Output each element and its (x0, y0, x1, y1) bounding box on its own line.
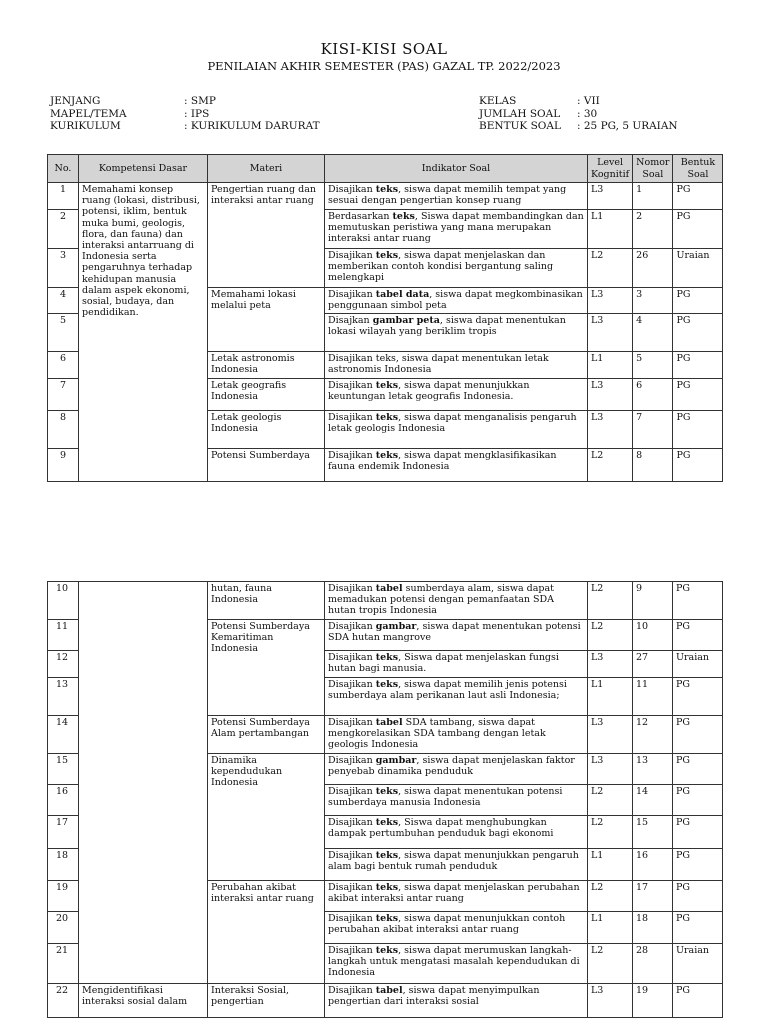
nomor-cell: 6 (633, 379, 673, 411)
row-no: 9 (48, 449, 79, 482)
meta-value: : KURIKULUM DARURAT (184, 120, 320, 132)
indikator-cell: Disajikan teks, Siswa dapat menjelaskan fungsi hutan bagi manusia. (325, 651, 588, 678)
meta-row-jumlah-soal (479, 108, 678, 121)
row-no: 20 (48, 912, 79, 944)
meta-row-kurikulum (50, 120, 320, 133)
meta-row-kelas (479, 95, 678, 108)
nomor-cell: 7 (633, 411, 673, 449)
row-no: 22 (48, 984, 79, 1018)
bentuk-cell: PG (673, 785, 723, 816)
meta-row-mapel (50, 108, 320, 121)
header-kompetensi-dasar: Kompetensi Dasar (79, 155, 208, 183)
nomor-cell: 14 (633, 785, 673, 816)
bentuk-cell: PG (673, 984, 723, 1018)
bentuk-cell: PG (673, 849, 723, 881)
level-cell: L3 (588, 379, 633, 411)
indikator-cell: Disajikan teks, siswa dapat menunjukkan pengaruh alam bagi bentuk rumah penduduk (325, 849, 588, 881)
nomor-cell: 8 (633, 449, 673, 482)
nomor-cell: 15 (633, 816, 673, 849)
bentuk-cell: PG (673, 183, 723, 210)
materi-cell: Letak geologis Indonesia (208, 411, 325, 449)
nomor-cell: 11 (633, 678, 673, 716)
level-cell: L2 (588, 881, 633, 912)
indikator-cell: Disajikan tabel data, siswa dapat megkombinasikan penggunaan simbol peta (325, 288, 588, 314)
meta-label: KELAS (479, 95, 517, 107)
indikator-cell: Disajikan teks, siswa dapat memilih tempat yang sesuai dengan pengertian konsep ruang (325, 183, 588, 210)
materi-cell: Letak geografis Indonesia (208, 379, 325, 411)
nomor-cell: 16 (633, 849, 673, 881)
bentuk-cell: PG (673, 716, 723, 754)
level-cell: L1 (588, 210, 633, 249)
nomor-cell: 4 (633, 314, 673, 352)
row-no: 1 (48, 183, 79, 210)
row-no: 14 (48, 716, 79, 754)
indikator-cell: Disajikan teks, siswa dapat menjelaskan dan memberikan contoh kondisi bergantung saling melengkapi (325, 249, 588, 288)
level-cell: L3 (588, 651, 633, 678)
level-cell: L2 (588, 785, 633, 816)
level-cell: L3 (588, 183, 633, 210)
level-cell: L3 (588, 314, 633, 352)
indikator-cell: Disajikan teks, siswa dapat menunjukkan contoh perubahan akibat interaksi antar ruang (325, 912, 588, 944)
materi-cell: Potensi Sumberdaya Alam pertambangan (208, 716, 325, 754)
bentuk-cell: PG (673, 449, 723, 482)
level-cell: L2 (588, 816, 633, 849)
materi-cell: Potensi Sumberdaya (208, 449, 325, 482)
meta-label: JUMLAH SOAL (479, 107, 561, 120)
level-cell: L2 (588, 582, 633, 620)
nomor-cell: 10 (633, 620, 673, 651)
bentuk-cell: PG (673, 754, 723, 785)
indikator-cell: Disajikan teks, siswa dapat menjelaskan perubahan akibat interaksi antar ruang (325, 881, 588, 912)
row-no: 15 (48, 754, 79, 785)
materi-cell: hutan, fauna Indonesia (208, 582, 325, 620)
bentuk-cell: Uraian (673, 249, 723, 288)
indikator-cell: Disajikan teks, siswa dapat merumuskan langkah-langkah untuk mengatasi masalah kependudukan di Indonesia (325, 944, 588, 984)
table-row (48, 984, 723, 1018)
level-cell: L2 (588, 249, 633, 288)
meta-label: JENJANG (50, 95, 101, 107)
indikator-cell: Disajikan tabel sumberdaya alam, siswa dapat memadukan potensi dengan pemanfaatan SDA hutan tropis Indonesia (325, 582, 588, 620)
materi-cell: Dinamika kependudukan Indonesia (208, 754, 325, 881)
level-cell: L3 (588, 288, 633, 314)
nomor-cell: 17 (633, 881, 673, 912)
header-no: No. (48, 155, 79, 183)
indikator-cell: Disajikan teks, siswa dapat menentukan letak astronomis Indonesia (325, 352, 588, 379)
level-cell: L2 (588, 449, 633, 482)
row-no: 8 (48, 411, 79, 449)
nomor-cell: 12 (633, 716, 673, 754)
nomor-cell: 19 (633, 984, 673, 1018)
bentuk-cell: PG (673, 678, 723, 716)
indikator-cell: Disajikan teks, Siswa dapat menghubungkan dampak pertumbuhan penduduk bagi ekonomi (325, 816, 588, 849)
nomor-cell: 3 (633, 288, 673, 314)
meta-value: : 25 PG, 5 URAIAN (577, 120, 678, 132)
level-cell: L1 (588, 352, 633, 379)
meta-label: MAPEL/TEMA (50, 107, 127, 120)
nomor-cell: 18 (633, 912, 673, 944)
header-materi: Materi (208, 155, 325, 183)
nomor-cell: 2 (633, 210, 673, 249)
table-header-row (48, 155, 723, 183)
kompetensi-dasar-cell-continued (79, 582, 208, 984)
nomor-cell: 13 (633, 754, 673, 785)
row-no: 10 (48, 582, 79, 620)
bentuk-cell: PG (673, 288, 723, 314)
materi-cell: Pengertian ruang dan interaksi antar ruang (208, 183, 325, 288)
document-title: KISI-KISI SOAL (320, 40, 448, 58)
row-no: 17 (48, 816, 79, 849)
level-cell: L1 (588, 849, 633, 881)
meta-value: : SMP (184, 95, 216, 107)
indikator-cell: Disajikan teks, siswa dapat menunjukkan keuntungan letak geografis Indonesia. (325, 379, 588, 411)
bentuk-cell: PG (673, 314, 723, 352)
indikator-cell: Disajikan teks, siswa dapat memilih jenis potensi sumberdaya alam perikanan laut asli Indonesia; (325, 678, 588, 716)
meta-value: : VII (577, 95, 600, 107)
bentuk-cell: PG (673, 379, 723, 411)
level-cell: L3 (588, 984, 633, 1018)
kompetensi-dasar-cell: Mengidentifikasi interaksi sosial dalam (79, 984, 208, 1018)
meta-right (479, 95, 678, 133)
header-indikator-soal: Indikator Soal (325, 155, 588, 183)
bentuk-cell: PG (673, 912, 723, 944)
bentuk-cell: PG (673, 620, 723, 651)
meta-label: KURIKULUM (50, 120, 121, 132)
nomor-cell: 28 (633, 944, 673, 984)
materi-cell: Interaksi Sosial, pengertian (208, 984, 325, 1018)
table-row (48, 582, 723, 620)
kisi-kisi-table-page-1 (47, 154, 723, 482)
row-no: 6 (48, 352, 79, 379)
bentuk-cell: PG (673, 210, 723, 249)
indikator-cell: Disajkan gambar peta, siswa dapat menentukan lokasi wilayah yang beriklim tropis (325, 314, 588, 352)
row-no: 12 (48, 651, 79, 678)
indikator-cell: Disajikan tabel, siswa dapat menyimpulkan pengertian dari interaksi sosial (325, 984, 588, 1018)
indikator-cell: Disajikan gambar, siswa dapat menjelaskan faktor penyebab dinamika penduduk (325, 754, 588, 785)
bentuk-cell: PG (673, 582, 723, 620)
kompetensi-dasar-cell: Memahami konsep ruang (lokasi, distribusi, potensi, iklim, bentuk muka bumi, geologis, flora, dan fauna) dan interaksi antarruang di Indonesia serta pengaruhnya terhadap kehidupan manusia dalam aspek ekonomi, sosial, budaya, dan pendidikan. (79, 183, 208, 482)
level-cell: L1 (588, 912, 633, 944)
bentuk-cell: Uraian (673, 944, 723, 984)
nomor-cell: 26 (633, 249, 673, 288)
indikator-cell: Disajikan teks, siswa dapat mengklasifikasikan fauna endemik Indonesia (325, 449, 588, 482)
materi-cell: Memahami lokasi melalui peta (208, 288, 325, 352)
materi-cell: Potensi Sumberdaya Kemaritiman Indonesia (208, 620, 325, 716)
meta-value: : IPS (184, 107, 210, 120)
bentuk-cell: PG (673, 816, 723, 849)
materi-cell: Letak astronomis Indonesia (208, 352, 325, 379)
row-no: 3 (48, 249, 79, 288)
row-no: 4 (48, 288, 79, 314)
meta-left (50, 95, 320, 133)
row-no: 11 (48, 620, 79, 651)
bentuk-cell: PG (673, 881, 723, 912)
meta-label: BENTUK SOAL (479, 120, 561, 132)
nomor-cell: 27 (633, 651, 673, 678)
nomor-cell: 1 (633, 183, 673, 210)
bentuk-cell: PG (673, 411, 723, 449)
header-nomor-soal: Nomor Soal (633, 155, 673, 183)
header-bentuk-soal: Bentuk Soal (673, 155, 723, 183)
nomor-cell: 5 (633, 352, 673, 379)
bentuk-cell: PG (673, 352, 723, 379)
row-no: 13 (48, 678, 79, 716)
meta-value: : 30 (577, 107, 598, 120)
header-level-kognitif: Level Kognitif (588, 155, 633, 183)
indikator-cell: Disajikan gambar, siswa dapat menentukan potensi SDA hutan mangrove (325, 620, 588, 651)
level-cell: L3 (588, 754, 633, 785)
level-cell: L3 (588, 411, 633, 449)
kisi-kisi-table-page-2 (47, 581, 723, 1018)
document-subtitle: PENILAIAN AKHIR SEMESTER (PAS) GAZAL TP. 2022/2023 (207, 59, 561, 73)
indikator-cell: Disajikan tabel SDA tambang, siswa dapat mengkorelasikan SDA tambang dengan letak geologis Indonesia (325, 716, 588, 754)
nomor-cell: 9 (633, 582, 673, 620)
bentuk-cell: Uraian (673, 651, 723, 678)
level-cell: L2 (588, 944, 633, 984)
row-no: 21 (48, 944, 79, 984)
row-no: 5 (48, 314, 79, 352)
meta-row-bentuk-soal (479, 120, 678, 133)
indikator-cell: Disajikan teks, siswa dapat menentukan potensi sumberdaya manusia Indonesia (325, 785, 588, 816)
meta-row-jenjang (50, 95, 320, 108)
row-no: 16 (48, 785, 79, 816)
level-cell: L1 (588, 678, 633, 716)
indikator-cell: Disajikan teks, siswa dapat menganalisis pengaruh letak geologis Indonesia (325, 411, 588, 449)
row-no: 2 (48, 210, 79, 249)
row-no: 7 (48, 379, 79, 411)
row-no: 18 (48, 849, 79, 881)
level-cell: L2 (588, 620, 633, 651)
level-cell: L3 (588, 716, 633, 754)
row-no: 19 (48, 881, 79, 912)
table-row (48, 183, 723, 210)
materi-cell: Perubahan akibat interaksi antar ruang (208, 881, 325, 984)
indikator-cell: Berdasarkan teks, Siswa dapat membandingkan dan memutuskan peristiwa yang mana merupakan interaksi antar ruang (325, 210, 588, 249)
